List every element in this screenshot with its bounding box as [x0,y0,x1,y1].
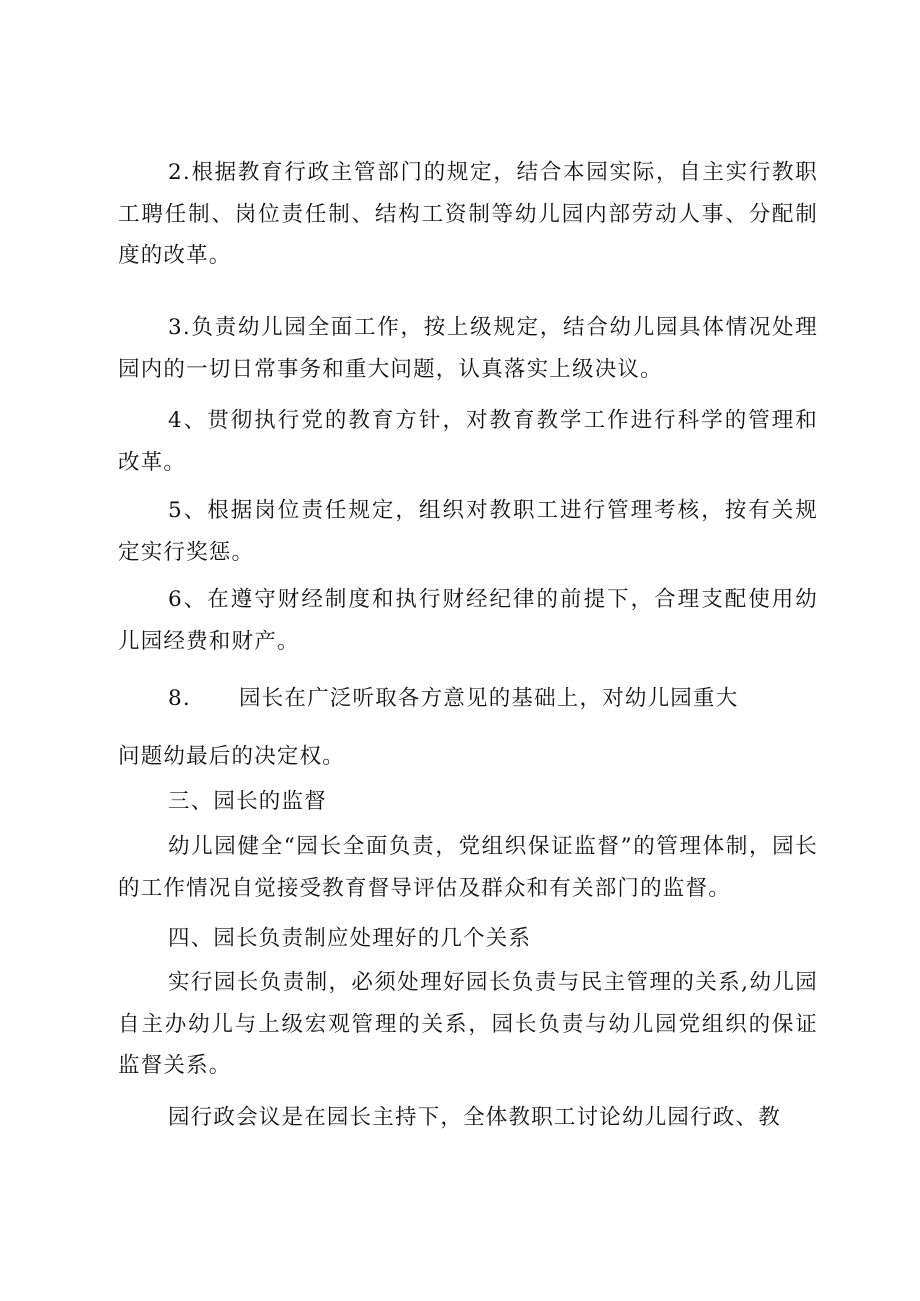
closing-paragraph: 园行政会议是在园长主持下，全体教职工讨论幼儿园行政、教 [168,1105,781,1130]
item-8-continuation: 问题幼最后的决定权。 [118,744,346,769]
section-4-body: 实行园长负责制，必须处理好园长负责与民主管理的关系,幼儿园自主办幼儿与上级宏观管理的关系，园长负责与幼儿园党组织的保证监督关系。 [118,970,818,1078]
paragraph-item-5: 5、根据岗位责任规定，组织对教职工进行管理考核，按有关规定实行奖惩。 [118,498,818,565]
paragraph-item-6: 6、在遵守财经制度和执行财经纪律的前提下，合理支配使用幼儿园经费和财产。 [118,587,818,654]
paragraph-item-3: 3.负责幼儿园全面工作，按上级规定，结合幼儿园具体情况处理园内的一切日常事务和重大问题，认真落实上级决议。 [118,315,818,382]
paragraph-item-2: 2.根据教育行政主管部门的规定，结合本园实际，自主实行教职工聘任制、岗位责任制、结构工资制等幼儿园内部劳动人事、分配制度的改革。 [118,160,818,268]
section-3-body: 幼儿园健全“园长全面负责，党组织保证监督”的管理体制，园长的工作情况自觉接受教育督导评估及群众和有关部门的监督。 [118,834,818,901]
section-4-heading: 四、园长负责制应处理好的几个关系 [168,926,532,951]
item-8-text: 园长在广泛听取各方意见的基础上，对幼儿园重大 [239,686,739,711]
item-8-number: 8. [168,686,191,711]
paragraph-item-4: 4、贯彻执行党的教育方针，对教育教学工作进行科学的管理和改革。 [118,408,818,475]
section-3-heading: 三、园长的监督 [168,789,327,814]
paragraph-item-8 [168,678,738,720]
